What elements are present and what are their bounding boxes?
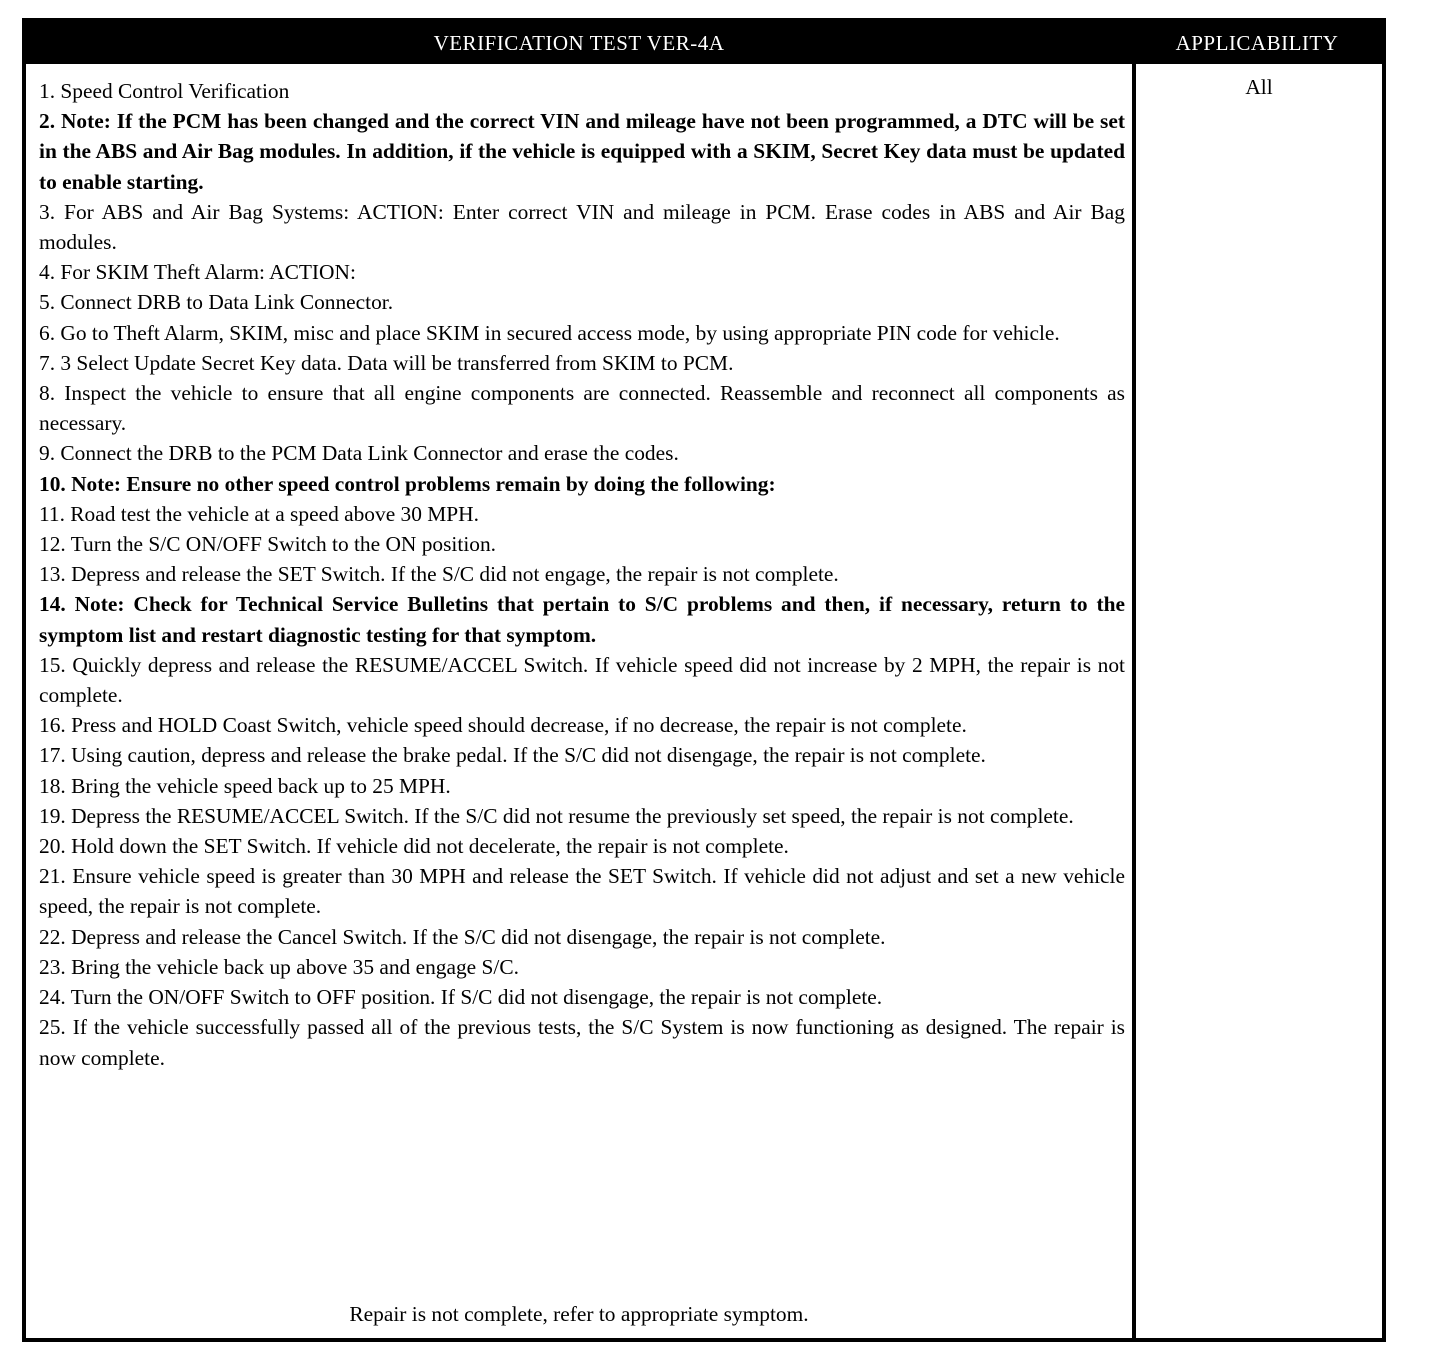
step-item: 19. Depress the RESUME/ACCEL Switch. If the S/C did not resume the previously set speed, the repair is not complete. xyxy=(39,803,1074,828)
step-item: 25. If the vehicle successfully passed all of the previous tests, the S/C System is now functioning as designed. The repair is now complete. xyxy=(39,1015,1125,1070)
step-item: 4. For SKIM Theft Alarm: ACTION: xyxy=(39,260,356,285)
table-footer-note: Repair is not complete, refer to appropriate symptom. xyxy=(349,1302,809,1326)
verification-test-table xyxy=(22,18,1386,1342)
step-item: 3. For ABS and Air Bag Systems: ACTION: Enter correct VIN and mileage in PCM. Erase codes in ABS and Air Bag modules. xyxy=(39,199,1125,255)
step-item: 23. Bring the vehicle back up above 35 and engage S/C. xyxy=(39,954,519,979)
step-item: 1. Speed Control Verification xyxy=(39,79,290,103)
applicability-header: APPLICABILITY xyxy=(1132,22,1382,64)
step-item: 20. Hold down the SET Switch. If vehicle did not decelerate, the repair is not complete. xyxy=(39,834,789,859)
step-item: 8. Inspect the vehicle to ensure that all engine components are connected. Reassemble and reconnect all components as necessary. xyxy=(39,381,1125,436)
step-item: 12. Turn the S/C ON/OFF Switch to the ON position. xyxy=(39,532,496,557)
step-item: 16. Press and HOLD Coast Switch, vehicle speed should decrease, if no decrease, the repair is not complete. xyxy=(39,713,967,738)
step-item: 5. Connect DRB to Data Link Connector. xyxy=(39,290,394,315)
applicability-value: All xyxy=(1245,75,1273,99)
step-item: 9. Connect the DRB to the PCM Data Link Connector and erase the codes. xyxy=(39,441,679,466)
step-item: 15. Quickly depress and release the RESUME/ACCEL Switch. If vehicle speed did not increase by 2 MPH, the repair is not complete. xyxy=(39,652,1125,708)
step-item: 14. Note: Check for Technical Service Bulletins that pertain to S/C problems and then, if necessary, return to the symptom list and restart diagnostic testing for that symptom. xyxy=(39,592,1125,647)
step-item: 10. Note: Ensure no other speed control problems remain by doing the following: xyxy=(39,471,776,496)
step-item: 6. Go to Theft Alarm, SKIM, misc and place SKIM in secured access mode, by using appropriate PIN code for vehicle. xyxy=(39,320,1060,345)
step-item: 2. Note: If the PCM has been changed and the correct VIN and mileage have not been programmed, a DTC will be set in the ABS and Air Bag modules. In addition, if the vehicle is equipped with a SKIM, Secret Key data must be updated to enable starting. xyxy=(39,109,1125,194)
step-item: 11. Road test the vehicle at a speed above 30 MPH. xyxy=(39,501,479,526)
table-title: VERIFICATION TEST VER-4A xyxy=(26,22,1132,64)
step-item: 13. Depress and release the SET Switch. If the S/C did not engage, the repair is not complete. xyxy=(39,562,839,587)
steps-list xyxy=(39,76,1125,1073)
column-divider xyxy=(1132,64,1136,1342)
step-item: 21. Ensure vehicle speed is greater than 30 MPH and release the SET Switch. If vehicle did not adjust and set a new vehicle speed, the repair is not complete. xyxy=(39,864,1125,919)
step-item: 24. Turn the ON/OFF Switch to OFF position. If S/C did not disengage, the repair is not complete. xyxy=(39,985,883,1010)
step-item: 17. Using caution, depress and release the brake pedal. If the S/C did not disengage, the repair is not complete. xyxy=(39,743,986,768)
step-item: 22. Depress and release the Cancel Switch. If the S/C did not disengage, the repair is not complete. xyxy=(39,924,886,949)
step-item: 7. 3 Select Update Secret Key data. Data will be transferred from SKIM to PCM. xyxy=(39,350,734,375)
step-item: 18. Bring the vehicle speed back up to 25 MPH. xyxy=(39,773,451,798)
